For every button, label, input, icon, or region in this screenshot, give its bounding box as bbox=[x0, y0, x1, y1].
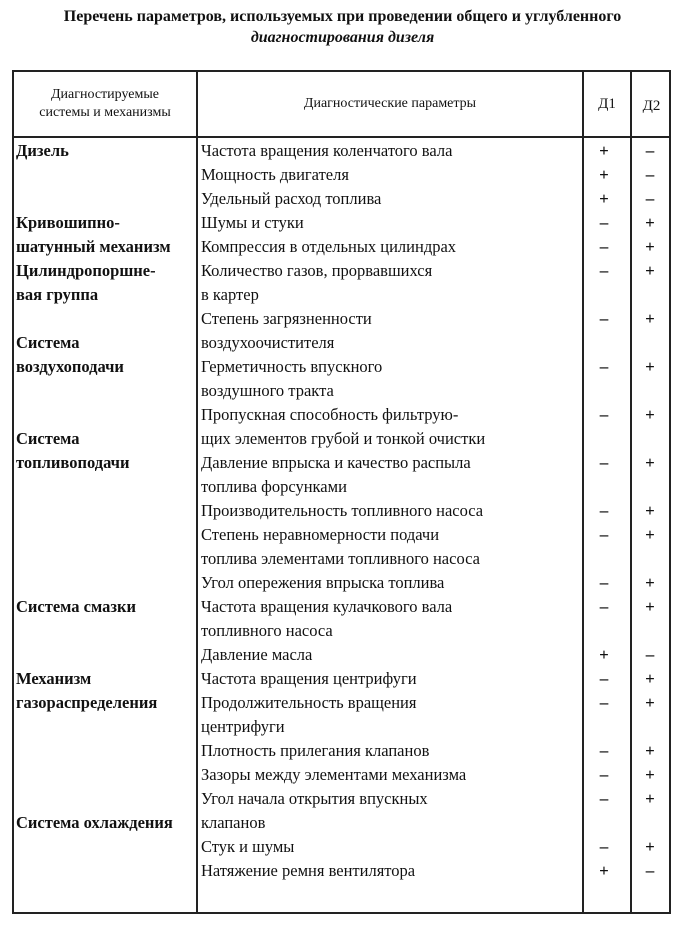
column-divider-1 bbox=[196, 70, 198, 914]
d2-mark: + bbox=[645, 237, 655, 256]
d2-mark: – bbox=[645, 861, 655, 880]
parameter-name: Угол начала открытия впускных bbox=[201, 789, 428, 808]
parameter-name: Плотность прилегания клапанов bbox=[201, 741, 430, 760]
d1-mark: – bbox=[599, 525, 609, 544]
d2-mark: + bbox=[645, 525, 655, 544]
d2-mark: – bbox=[645, 141, 655, 160]
column-divider-3 bbox=[630, 70, 632, 914]
d2-mark: + bbox=[645, 669, 655, 688]
parameter-name: Давление впрыска и качество распыла bbox=[201, 453, 471, 472]
d1-mark: + bbox=[599, 645, 609, 664]
d2-mark: + bbox=[645, 789, 655, 808]
parameter-name: Шумы и стуки bbox=[201, 213, 304, 232]
parameter-name: Мощность двигателя bbox=[201, 165, 349, 184]
parameter-name: Частота вращения центрифуги bbox=[201, 669, 417, 688]
title-line-1: Перечень параметров, используемых при проведении общего и углубленного bbox=[63, 8, 622, 25]
title-line-2: диагностирования дизеля bbox=[250, 29, 435, 46]
parameter-name: щих элементов грубой и тонкой очистки bbox=[201, 429, 486, 448]
parameter-name: Компрессия в отдельных цилиндрах bbox=[201, 237, 457, 256]
parameter-name: Частота вращения коленчатого вала bbox=[201, 141, 453, 160]
d2-mark: + bbox=[645, 501, 655, 520]
system-name: Система bbox=[16, 429, 80, 448]
header-systems bbox=[14, 86, 196, 122]
d1-mark: – bbox=[599, 741, 609, 760]
d1-mark: – bbox=[599, 573, 609, 592]
d2-mark: + bbox=[645, 309, 655, 328]
d1-mark: – bbox=[599, 405, 609, 424]
system-name: Механизм bbox=[16, 669, 92, 688]
parameter-name: клапанов bbox=[201, 813, 266, 832]
parameter-name: Герметичность впускного bbox=[201, 357, 383, 376]
d2-mark: + bbox=[645, 453, 655, 472]
parameter-name: Стук и шумы bbox=[201, 837, 295, 856]
d1-mark: – bbox=[599, 669, 609, 688]
d2-mark: + bbox=[645, 213, 655, 232]
d2-mark: + bbox=[645, 261, 655, 280]
parameter-name: Удельный расход топлива bbox=[201, 189, 382, 208]
d2-mark: + bbox=[645, 597, 655, 616]
parameter-name: Степень неравномерности подачи bbox=[201, 525, 440, 544]
system-name: топливоподачи bbox=[16, 453, 130, 472]
d1-mark: – bbox=[599, 453, 609, 472]
system-name: Система смазки bbox=[16, 597, 137, 616]
parameter-name: топлива элементами топливного насоса bbox=[201, 549, 480, 568]
d1-mark: – bbox=[599, 309, 609, 328]
parameter-name: Пропускная способность фильтрую- bbox=[201, 405, 459, 424]
d1-mark: + bbox=[599, 165, 609, 184]
parameter-name: Количество газов, прорвавшихся bbox=[201, 261, 433, 280]
parameter-name: Угол опережения впрыска топлива bbox=[201, 573, 445, 592]
header-parameters: Диагностические параметры bbox=[303, 96, 477, 111]
parameter-name: воздухоочистителя bbox=[201, 333, 335, 352]
d2-mark: + bbox=[645, 837, 655, 856]
d1-mark: – bbox=[599, 213, 609, 232]
d1-mark: – bbox=[599, 765, 609, 784]
d2-mark: – bbox=[645, 189, 655, 208]
parameter-name: центрифуги bbox=[201, 717, 285, 736]
parameter-name: Частота вращения кулачкового вала bbox=[201, 597, 453, 616]
system-name: Цилиндропоршне- bbox=[16, 261, 156, 280]
header-systems-line-2: системы и механизмы bbox=[39, 105, 171, 120]
d1-mark: + bbox=[599, 141, 609, 160]
document-title bbox=[0, 6, 685, 48]
d1-mark: – bbox=[599, 789, 609, 808]
d1-mark: – bbox=[599, 261, 609, 280]
system-name: вая группа bbox=[16, 285, 99, 304]
d1-mark: – bbox=[599, 237, 609, 256]
d1-mark: – bbox=[599, 693, 609, 712]
header-systems-line-1: Диагностируемые bbox=[51, 87, 159, 102]
d1-mark: – bbox=[599, 597, 609, 616]
d2-mark: – bbox=[645, 165, 655, 184]
system-name: Дизель bbox=[16, 141, 69, 160]
d1-mark: + bbox=[599, 861, 609, 880]
system-name: Система охлаждения bbox=[16, 813, 173, 832]
d2-mark: + bbox=[645, 741, 655, 760]
parameter-name: воздушного тракта bbox=[201, 381, 334, 400]
system-name: воздухоподачи bbox=[16, 357, 124, 376]
d1-mark: + bbox=[599, 189, 609, 208]
parameter-name: Продолжительность вращения bbox=[201, 693, 417, 712]
header-divider bbox=[12, 136, 671, 138]
d2-mark: + bbox=[645, 357, 655, 376]
d1-mark: – bbox=[599, 501, 609, 520]
parameter-name: Натяжение ремня вентилятора bbox=[201, 861, 416, 880]
d2-mark: + bbox=[645, 405, 655, 424]
system-name: газораспределения bbox=[16, 693, 158, 712]
parameter-name: Степень загрязненности bbox=[201, 309, 372, 328]
column-divider-2 bbox=[582, 70, 584, 914]
system-name: шатунный механизм bbox=[16, 237, 171, 256]
d2-mark: + bbox=[645, 573, 655, 592]
d1-mark: – bbox=[599, 837, 609, 856]
system-name: Система bbox=[16, 333, 80, 352]
header-d2: Д2 bbox=[642, 98, 661, 114]
d2-mark: + bbox=[645, 765, 655, 784]
d2-mark: – bbox=[645, 645, 655, 664]
header-d1: Д1 bbox=[598, 96, 616, 112]
d1-mark: – bbox=[599, 357, 609, 376]
system-name: Кривошипно- bbox=[16, 213, 120, 232]
parameter-name: Зазоры между элементами механизма bbox=[201, 765, 467, 784]
parameter-name: Давление масла bbox=[201, 645, 313, 664]
parameter-name: топливного насоса bbox=[201, 621, 333, 640]
parameter-name: топлива форсунками bbox=[201, 477, 347, 496]
parameter-name: Производительность топливного насоса bbox=[201, 501, 484, 520]
parameter-name: в картер bbox=[201, 285, 259, 304]
d2-mark: + bbox=[645, 693, 655, 712]
